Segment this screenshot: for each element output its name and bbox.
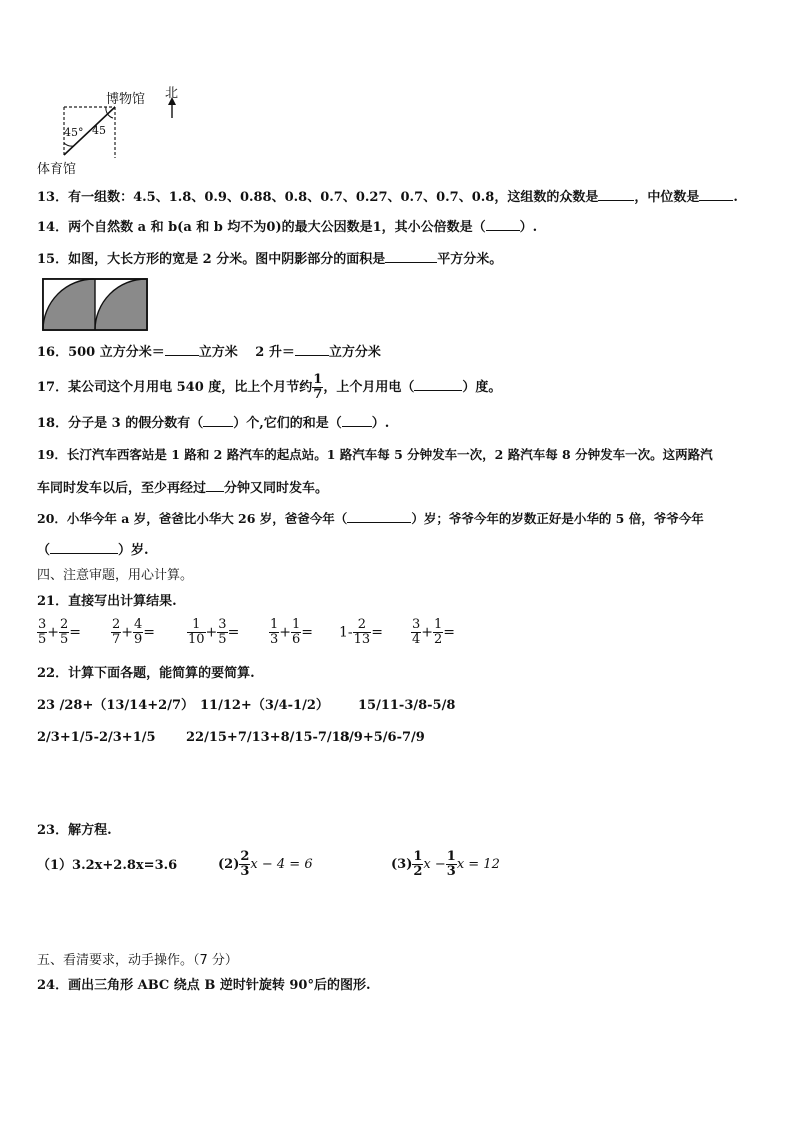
question-17	[37, 372, 501, 404]
q23-equation-1: （1）3.2x+2.8x=3.6	[37, 858, 178, 873]
q19-line2b: 分钟又同时发车。	[224, 481, 329, 496]
q16-blank-1[interactable]	[165, 342, 199, 356]
q17-b: ，上个月用电（	[323, 380, 415, 395]
q20-blank-2[interactable]	[50, 540, 118, 554]
question-15	[37, 249, 502, 269]
operator: =	[443, 624, 456, 641]
q17-fraction: $\frac{1}{7}$	[313, 372, 323, 402]
q20-line1a: 20．小华今年 a 岁，爸爸比小华大 26 岁，爸爸今年（	[37, 511, 348, 526]
operator: +	[205, 624, 218, 641]
q20-blank-1[interactable]	[347, 509, 411, 523]
gym-label: 体育馆	[37, 162, 77, 177]
north-label: 北	[165, 86, 179, 101]
q18-b: ）个,它们的和是（	[233, 416, 342, 431]
q16-b: 立方米 2 升＝	[198, 345, 295, 360]
fraction: $\frac{1}{6}$	[292, 617, 301, 647]
section-5-title: 五、看清要求，动手操作。（7 分）	[37, 953, 238, 968]
operator: =	[143, 624, 156, 641]
angle-label-gym: 45°	[64, 126, 84, 139]
q18-blank-2[interactable]	[342, 413, 372, 427]
fraction: $\frac{2}{5}$	[60, 617, 69, 647]
q14-blank[interactable]	[486, 217, 520, 231]
q15-text: 15．如图，大长方形的宽是 2 分米。图中阴影部分的面积是	[37, 252, 386, 267]
fraction: $\frac{3}{4}$	[412, 617, 421, 647]
q18-a: 18．分子是 3 的假分数有（	[37, 416, 204, 431]
q13-text: 13．有一组数：4.5、1.8、0.9、0.88、0.8、0.7、0.27、0.7、0.7、0.8，这组数的众数是	[37, 190, 599, 205]
operator: =	[69, 624, 82, 641]
q22-row2-item2: 22/15+7/13+8/15-7/13	[186, 730, 350, 745]
q14-text: 14．两个自然数 a 和 b(a 和 b 均不为0)的最大公因数是1，其小公倍数是（	[37, 220, 486, 235]
q20-line1b: ）岁；爷爷今年的岁数正好是小华的 5 倍，爷爷今年	[411, 511, 704, 526]
q23-equation-3: (3) $\frac{1}{2}$ x − $\frac{1}{3}$ x = 12	[391, 849, 500, 879]
question-13	[37, 187, 738, 207]
q23-equation-2: (2) $\frac{2}{3}$ x − 4 = 6	[218, 849, 313, 879]
question-20-line-1	[37, 509, 704, 528]
q21-expressions	[37, 618, 777, 658]
question-14	[37, 217, 537, 237]
operator: +	[279, 624, 292, 641]
shaded-rectangle-figure	[42, 278, 148, 332]
q13-end: .	[733, 190, 738, 205]
q19-blank[interactable]	[206, 478, 224, 492]
fraction: $\frac{3}{5}$	[38, 617, 47, 647]
fraction: $\frac{2}{13}$	[353, 617, 371, 647]
q17-blank[interactable]	[414, 377, 462, 391]
q22-row1-item2: 11/12+（3/4-1/2）	[200, 698, 329, 713]
q13-mid: ，中位数是	[634, 190, 700, 205]
question-23-title: 23．解方程.	[37, 823, 112, 838]
q21-expression	[269, 618, 313, 647]
operator: 1-	[339, 624, 353, 641]
q22-row1-item1: 23 /28+（13/14+2/7）	[37, 698, 195, 713]
q16-c: 立方分米	[328, 345, 381, 360]
q15-blank[interactable]	[385, 249, 437, 263]
fraction: $\frac{4}{9}$	[134, 617, 143, 647]
q18-blank-1[interactable]	[203, 413, 233, 427]
q20-line2b: ）岁.	[118, 543, 149, 558]
q20-line2a: （	[37, 543, 51, 558]
q22-row2-item3: 8/9+5/6-7/9	[340, 730, 425, 745]
q21-expression	[37, 618, 81, 647]
q21-expression	[187, 618, 239, 647]
question-19-line-1: 19．长汀汽车西客站是 1 路和 2 路汽车的起点站。1 路汽车每 5 分钟发车一次，2 路汽车每 8 分钟发车一次。这两路汽	[37, 447, 713, 462]
section-4-title: 四、注意审题，用心计算。	[37, 568, 194, 583]
q13-median-blank[interactable]	[699, 187, 733, 201]
q21-expression	[411, 618, 455, 647]
fraction: $\frac{3}{5}$	[218, 617, 227, 647]
q19-line2a: 车同时发车以后，至少再经过	[37, 481, 207, 496]
q22-row2-item1: 2/3+1/5-2/3+1/5	[37, 730, 156, 745]
fraction: $\frac{1}{2}$	[434, 617, 443, 647]
question-22-title: 22．计算下面各题，能简算的要简算.	[37, 666, 255, 681]
operator: =	[301, 624, 314, 641]
q21-expression	[339, 618, 383, 647]
fraction: $\frac{2}{7}$	[112, 617, 121, 647]
museum-label: 博物馆	[106, 92, 146, 107]
operator: =	[227, 624, 240, 641]
question-18	[37, 413, 389, 433]
fraction: $\frac{1}{3}$	[270, 617, 279, 647]
question-24: 24．画出三角形 ABC 绕点 B 逆时针旋转 90°后的图形.	[37, 978, 371, 993]
question-16	[37, 342, 381, 362]
question-21-title: 21．直接写出计算结果.	[37, 594, 177, 609]
question-19-line-2	[37, 478, 328, 498]
q13-mode-blank[interactable]	[598, 187, 634, 201]
operator: +	[121, 624, 134, 641]
q17-c: ）度。	[462, 380, 502, 395]
operator: +	[47, 624, 60, 641]
q18-c: ）.	[371, 416, 390, 431]
q21-expression	[111, 618, 155, 647]
q15-end: 平方分米。	[437, 252, 503, 267]
fraction: $\frac{1}{10}$	[188, 617, 205, 647]
q14-end: ）.	[519, 220, 538, 235]
angle-label-museum: 45	[92, 124, 106, 137]
q16-a: 16．500 立方分米＝	[37, 345, 165, 360]
q16-blank-2[interactable]	[295, 342, 329, 356]
q17-a: 17．某公司这个月用电 540 度，比上个月节约	[37, 380, 313, 395]
operator: +	[421, 624, 434, 641]
operator: =	[371, 624, 383, 641]
question-20-line-2	[37, 540, 149, 560]
q22-row1-item3: 15/11-3/8-5/8	[358, 698, 456, 713]
